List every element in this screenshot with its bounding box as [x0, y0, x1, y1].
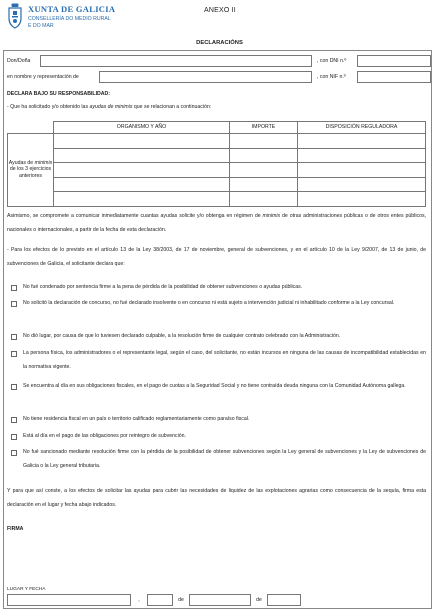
- applicant-name-field[interactable]: [40, 55, 312, 67]
- checkbox[interactable]: [11, 301, 17, 307]
- amount-cell[interactable]: [230, 134, 298, 149]
- regulation-cell[interactable]: [298, 134, 426, 149]
- row-label-post: de los 3 ejercicios anteriores: [9, 166, 52, 180]
- place-date-row: [7, 594, 301, 606]
- place-date-label: LUGAR Y FECHA: [7, 587, 46, 592]
- check-text: Se encuentra al día en sus obligaciones fiscales, en el pago de cuotas a la Seguridad Social y no tiene contraída deuda ninguna con la Comunidad Autónoma gallega.: [23, 383, 406, 389]
- row-label-pre: Ayudas de: [8, 159, 35, 166]
- amount-cell[interactable]: [230, 192, 298, 207]
- department-line-1: CONSELLERÍA DO MEDIO RURAL: [28, 15, 111, 22]
- dni-field[interactable]: [357, 55, 431, 67]
- declaration-check-3: [11, 333, 426, 343]
- minimis-aid-table: [7, 121, 426, 207]
- checkbox[interactable]: [11, 351, 17, 357]
- checkbox[interactable]: [11, 285, 17, 291]
- law-intro-paragraph: - Para los efectos de lo previsto en el artículo 13 de la Ley 38/2003, de 17 de noviembre, general de subvenciones, y en el artículo 10 de la Ley 9/2007, de 13 de junio, de subvenciones de Galicia, el solicitante declara que:: [7, 247, 426, 267]
- table-row: [8, 177, 426, 192]
- organization-block: [28, 4, 115, 29]
- checkbox[interactable]: [11, 334, 17, 340]
- organism-cell[interactable]: [54, 134, 230, 149]
- regulation-cell[interactable]: [298, 192, 426, 207]
- check-text: Está al día en el pago de las obligaciones por reintegro de subvención.: [23, 433, 186, 439]
- check-text: No fué sancionado mediante resolución firme con la pérdida de la posibilidad de obtener subvenciones según la Ley general de subvenciones y la Ley de subvenciones de Galicia o la Ley general tributaria.: [23, 449, 426, 469]
- commitment-pre: Asimismo, se compromete a comunicar inmediatamente cuantas ayudas solicite y/o obtenga en régimen de: [7, 213, 263, 219]
- place-field[interactable]: [7, 594, 131, 606]
- checkbox[interactable]: [11, 434, 17, 440]
- check-text: No tiene residencia fiscal en un país o territorio calificado reglamentariamente como paraíso fiscal.: [23, 416, 250, 422]
- day-field[interactable]: [147, 594, 173, 606]
- amount-cell[interactable]: [230, 148, 298, 163]
- closing-paragraph: Y para que así conste, a los efectos de solicitar las ayudas para cubrir las necesidades de liquidez de las explotaciones agrarias como consecuencia de la sequía, firma esta declaración en el lugar y fecha abajo indicados.: [7, 488, 426, 508]
- declaration-check-5: [11, 383, 426, 393]
- aid-intro-pre: - Que ha solicitado y/o obtenido las: [7, 104, 90, 110]
- annex-label: ANEXO II: [204, 7, 236, 14]
- row-label-em: minimis: [34, 159, 53, 166]
- signature-label: FIRMA: [7, 526, 24, 532]
- declaration-check-2: [11, 300, 426, 310]
- org-name: XUNTA DE GALICIA: [28, 4, 116, 14]
- nif-label: , con NIF n.º: [317, 73, 346, 80]
- year-field[interactable]: [267, 594, 301, 606]
- commitment-em: minimis: [262, 213, 281, 219]
- declaration-check-7: [11, 433, 426, 443]
- aid-row-label: [8, 134, 54, 207]
- check-text: No fué condenado por sentencia firme a la pena de pérdida de la posibilidad de obtener subvenciones o ayudas públicas.: [23, 284, 303, 290]
- xunta-coat-of-arms-icon: [6, 3, 24, 29]
- document-header: [6, 3, 433, 37]
- declaration-check-4: [11, 350, 426, 374]
- table-row: [8, 148, 426, 163]
- declaration-check-8: [11, 449, 426, 473]
- form-title: DECLARACIÓNS: [196, 40, 243, 46]
- declaration-check-1: [11, 284, 426, 294]
- applicant-name-row: [7, 55, 431, 67]
- column-header-regulation: DISPOSICIÓN REGULADORA: [298, 122, 426, 134]
- check-text: No solicitó la declaración de concurso, no fué declarado insolvente o en concurso ni está sujeto a intervención judicial ni inhabilitado conforme a la Ley concursal.: [23, 300, 395, 306]
- checkbox[interactable]: [11, 450, 17, 456]
- column-header-amount: IMPORTE: [230, 122, 298, 134]
- de-separator-2: de: [256, 596, 262, 603]
- represented-entity-field[interactable]: [99, 71, 312, 83]
- regulation-cell[interactable]: [298, 177, 426, 192]
- commitment-paragraph: [7, 209, 426, 237]
- organism-cell[interactable]: [54, 148, 230, 163]
- table-row: [8, 192, 426, 207]
- aid-table-header-row: [8, 122, 426, 134]
- regulation-cell[interactable]: [298, 148, 426, 163]
- aid-intro-em: ayudas de minimis: [89, 104, 133, 110]
- column-header-organism: ORGANISMO Y AÑO: [54, 122, 230, 134]
- check-text: La persona física, los administradores o el representante legal, según el caso, del solicitante, no están incursos en ninguna de las causas de incompatibilidad establecidas en la normativa vigente.: [23, 350, 426, 370]
- table-row: [8, 163, 426, 178]
- table-row: [8, 134, 426, 149]
- aid-intro-post: que se relacionan a continuación:: [132, 104, 212, 110]
- organism-cell[interactable]: [54, 177, 230, 192]
- de-separator-1: de: [178, 596, 184, 603]
- regulation-cell[interactable]: [298, 163, 426, 178]
- organism-cell[interactable]: [54, 192, 230, 207]
- dni-label: , con DNI n.º: [317, 57, 347, 64]
- checkbox[interactable]: [11, 384, 17, 390]
- declaration-check-6: [11, 416, 426, 426]
- month-field[interactable]: [189, 594, 251, 606]
- organism-cell[interactable]: [54, 163, 230, 178]
- aid-table-corner: [8, 122, 54, 134]
- check-text: No dió lugar, por causa de que lo tuviesen declarado culpable, a la resolución firme de cualquier contrato celebrado con la Administración.: [23, 333, 341, 339]
- checkbox[interactable]: [11, 417, 17, 423]
- declare-heading: DECLARA BAJO SU RESPONSABILIDAD:: [7, 91, 110, 97]
- don-label: Don/Doña: [7, 57, 31, 64]
- representation-row: [7, 71, 431, 83]
- aid-intro: [7, 104, 426, 111]
- nif-field[interactable]: [357, 71, 431, 83]
- amount-cell[interactable]: [230, 177, 298, 192]
- amount-cell[interactable]: [230, 163, 298, 178]
- representation-label: en nombre y representación de: [7, 73, 79, 80]
- commitment-post: de otras administraciones públicas o de otros entes públicos, nacionales o internacionales, a partir de la fecha de esta declaración.: [7, 213, 426, 233]
- comma-separator: ,: [138, 596, 140, 603]
- department-line-2: E DO MAR: [28, 22, 54, 29]
